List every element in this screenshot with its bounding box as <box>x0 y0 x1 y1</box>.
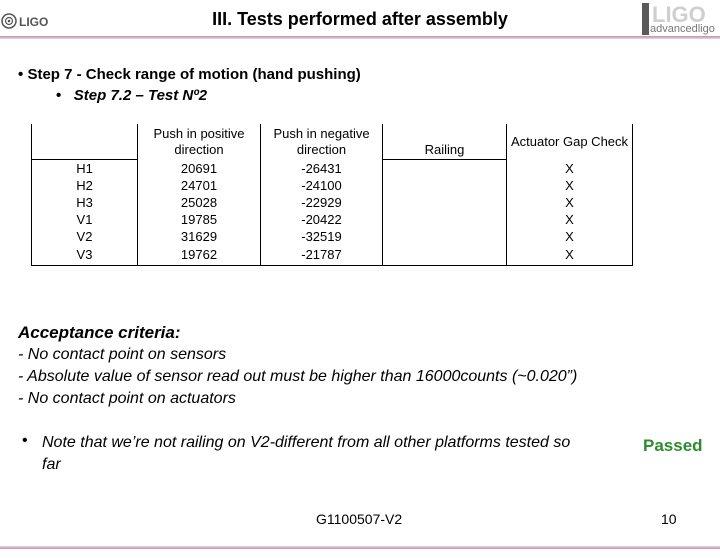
gap-cell: X <box>507 228 633 245</box>
acceptance-item: - No contact point on actuators <box>18 390 236 407</box>
acceptance-criteria <box>18 322 577 410</box>
ligo-logo <box>0 6 60 36</box>
page-number: 10 <box>661 511 677 527</box>
negative-cell: -20422 <box>261 211 383 228</box>
header-railing: Railing <box>383 124 507 160</box>
gap-cell: X <box>507 160 633 178</box>
negative-cell: -21787 <box>261 245 383 266</box>
step-text: Step 7 - Check range of motion (hand pushing) <box>27 66 361 83</box>
railing-cell <box>383 245 507 266</box>
passed-status: Passed <box>643 436 703 455</box>
table-row <box>32 228 633 245</box>
footer-divider <box>0 546 720 549</box>
railing-cell <box>383 211 507 228</box>
acceptance-item: - No contact point on sensors <box>18 346 227 363</box>
positive-cell: 20691 <box>138 160 261 178</box>
table-row <box>32 194 633 211</box>
gap-cell: X <box>507 211 633 228</box>
header-push-positive: Push in positive direction <box>138 124 261 160</box>
positive-cell: 19762 <box>138 245 261 266</box>
table-header-row <box>32 124 633 160</box>
gap-cell: X <box>507 245 633 266</box>
positive-cell: 25028 <box>138 194 261 211</box>
negative-cell: -22929 <box>261 194 383 211</box>
step-bullet: • <box>18 66 24 83</box>
note-line: Note that we’re not railing on V2-different from all other platforms tested so <box>42 434 571 451</box>
substep-heading <box>56 87 207 104</box>
note-line: far <box>42 456 61 473</box>
acceptance-item: - Absolute value of sensor read out must be higher than 16000counts (~0.020”) <box>18 368 578 385</box>
header-sensor <box>32 124 138 160</box>
railing-cell <box>383 194 507 211</box>
test-results-table <box>31 124 633 266</box>
document-number: G1100507-V2 <box>316 511 403 527</box>
header-push-negative: Push in negative direction <box>261 124 383 160</box>
gap-cell: X <box>507 194 633 211</box>
substep-text: Step 7.2 – Test Nº2 <box>73 87 208 104</box>
negative-cell: -26431 <box>261 160 383 178</box>
railing-cell <box>383 177 507 194</box>
positive-cell: 19785 <box>138 211 261 228</box>
positive-cell: 24701 <box>138 177 261 194</box>
step-heading <box>18 66 361 83</box>
advanced-ligo-logo-text: advancedligo <box>650 23 715 35</box>
table-row <box>32 245 633 266</box>
acceptance-title: Acceptance criteria: <box>18 323 181 342</box>
header-actuator-gap: Actuator Gap Check <box>507 124 633 160</box>
advanced-ligo-logo <box>642 2 720 38</box>
note-bullet: • <box>22 432 28 449</box>
sensor-cell: V1 <box>32 211 138 228</box>
sensor-cell: H2 <box>32 177 138 194</box>
substep-bullet: • <box>56 87 62 104</box>
railing-cell <box>383 160 507 178</box>
positive-cell: 31629 <box>138 228 261 245</box>
ligo-logo-text: LIGO <box>19 15 49 29</box>
slide-title: III. Tests performed after assembly <box>212 9 508 29</box>
railing-cell <box>383 228 507 245</box>
gap-cell: X <box>507 177 633 194</box>
negative-cell: -24100 <box>261 177 383 194</box>
sensor-cell: V3 <box>32 245 138 266</box>
header-divider <box>0 36 720 39</box>
table-row <box>32 211 633 228</box>
table-row <box>32 177 633 194</box>
note <box>42 432 642 476</box>
sensor-cell: H3 <box>32 194 138 211</box>
advanced-ligo-logo-mark: LIGO <box>652 2 706 27</box>
sensor-cell: H1 <box>32 160 138 178</box>
table-row <box>32 160 633 178</box>
negative-cell: -32519 <box>261 228 383 245</box>
sensor-cell: V2 <box>32 228 138 245</box>
